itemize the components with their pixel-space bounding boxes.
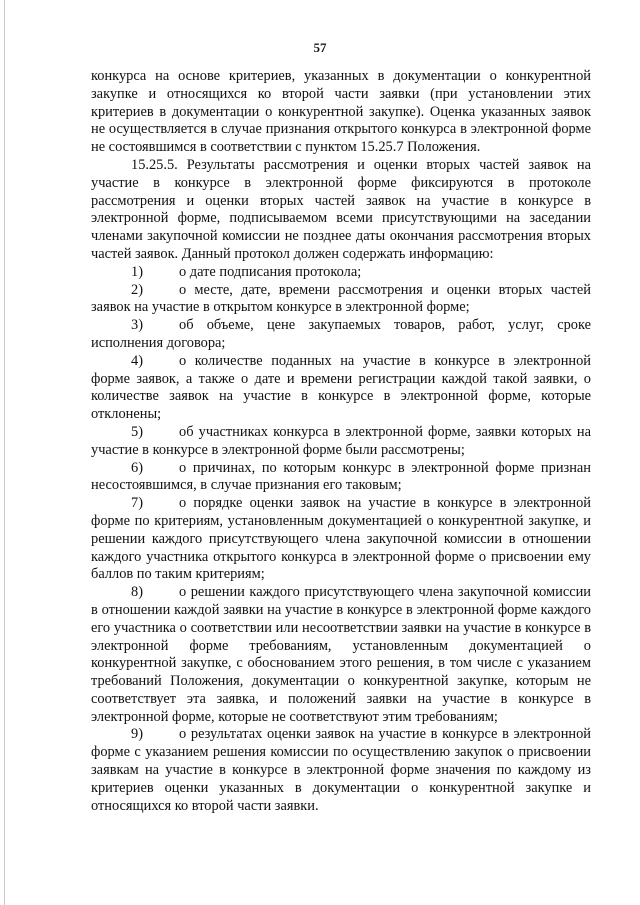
item-number: 2) xyxy=(131,281,143,298)
item-number: 1) xyxy=(131,263,143,280)
item-number: 9) xyxy=(131,726,143,743)
item-text: о месте, дате, времени рассмотрения и оценки вторых частей заявок на участие в открытом конкурсе в электронной форме; xyxy=(91,281,591,316)
item-number: 8) xyxy=(131,584,143,601)
intro-paragraph: конкурса на основе критериев, указанных в документации о конкурентной закупке и относящихся ко второй части заявки (при установлении этих критериев в документации о конкурентной закупке). Оценка указанных заявок не осуществляется в случае признания открытого конкурса в электронной форме не состоявшимся в соответствии с пунктом 15.25.7 Положения. xyxy=(91,68,591,156)
item-text: о причинах, по которым конкурс в электронной форме признан несостоявшимся, в случае признания его таковым; xyxy=(91,459,591,494)
document-body xyxy=(91,68,591,815)
item-number: 7) xyxy=(131,495,143,512)
item-number: 3) xyxy=(131,317,143,334)
section-15-25-5: 15.25.5. Результаты рассмотрения и оценки вторых частей заявок на участие в конкурсе в электронной форме фиксируются в протоколе рассмотрения и оценки вторых частей заявок на участие в конкурсе в электронной форме, подписываемом всеми присутствующими на заседании членами закупочной комиссии не позднее даты окончания рассмотрения вторых частей заявок. Данный протокол должен содержать информацию: xyxy=(91,156,591,262)
page-number: 57 xyxy=(313,40,327,55)
item-text: о результатах оценки заявок на участие в конкурсе в электронной форме с указанием решения комиссии по осуществлению закупок о присвоении заявкам на участие в конкурсе в электронной форме значения по каждому из критериев оценки указанных в документации о конкурентной закупке и относящихся ко второй части заявки. xyxy=(91,726,591,814)
item-number: 4) xyxy=(131,352,143,369)
item-number: 6) xyxy=(131,459,143,476)
item-text: о количестве поданных на участие в конкурсе в электронной форме заявок, а также о дате и времени регистрации каждой такой заявки, о количестве заявок на участие в конкурсе в электронной форме, которые отклонены; xyxy=(91,352,591,423)
list-item xyxy=(91,282,591,318)
list-item xyxy=(91,495,591,584)
item-text: об участниках конкурса в электронной форме, заявки которых на участие в конкурсе в электронной форме были рассмотрены; xyxy=(91,423,591,458)
list-item xyxy=(91,424,591,460)
list-item xyxy=(91,726,591,815)
item-text: о дате подписания протокола; xyxy=(179,263,362,280)
item-text: о порядке оценки заявок на участие в конкурсе в электронной форме по критериям, установленным документацией о конкурентной закупке, и решении каждого присутствующего члена закупочной комиссии в отношении каждого участника открытого конкурса в электронной форме о присвоении ему баллов по таким критериям; xyxy=(91,495,591,583)
item-text: о решении каждого присутствующего члена закупочной комиссии в отношении каждой заявки на участие в конкурсе в электронной форме каждого его участника о соответствии или несоответствии заявки на участие в конкурсе в электронной форме требованиям, установленным документацией о конкурентной закупке, с обоснованием этого решения, в том числе с указанием требований Положения, документации о конкурентной закупке, которым не соответствует эта заявка, и положений заявки на участие в конкурсе в электронной форме, которые не соответствуют этим требованиям; xyxy=(91,584,591,725)
list-item xyxy=(91,584,591,726)
list-item xyxy=(91,317,591,353)
item-text: об объеме, цене закупаемых товаров, работ, услуг, сроке исполнения договора; xyxy=(91,317,591,351)
list-item xyxy=(91,353,591,424)
list-item xyxy=(91,460,591,496)
scan-edge-line xyxy=(4,0,5,905)
list-item xyxy=(91,264,591,282)
item-number: 5) xyxy=(131,423,143,440)
